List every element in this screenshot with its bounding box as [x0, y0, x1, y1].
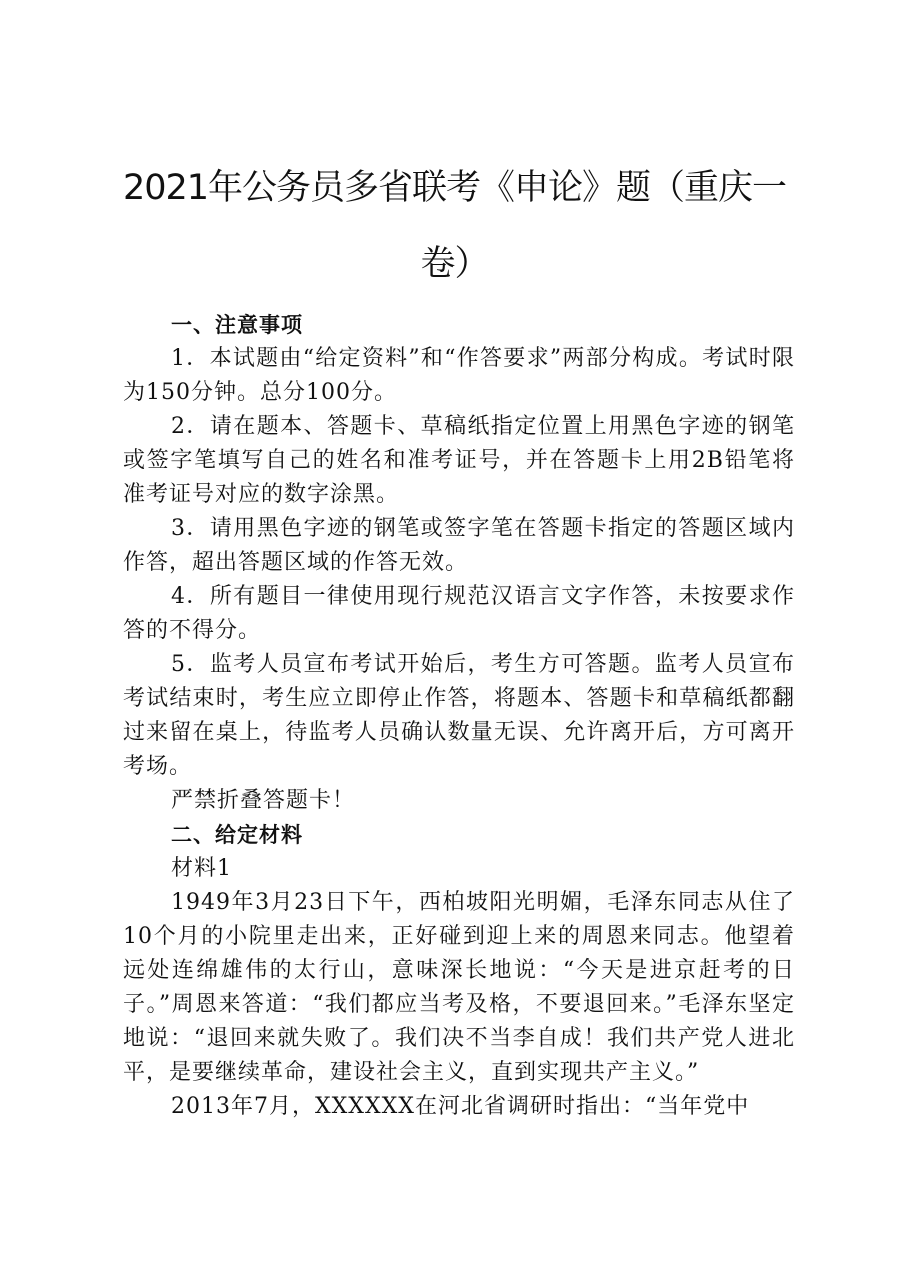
material-paragraph-2: 2013年7月，XXXXXX在河北省调研时指出：“当年党中 [171, 1094, 750, 1119]
notice-item-1: 1．本试题由“给定资料”和“作答要求”两部分构成。考试时限为150分钟。总分100分。 [123, 346, 795, 405]
section-heading-notes: 一、注意事项 [171, 313, 303, 337]
notice-item-5: 5．监考人员宣布考试开始后，考生方可答题。监考人员宣布考试结束时，考生应立即停止作答，将题本、答题卡和草稿纸都翻过来留在桌上，待监考人员确认数量无误、允许离开后，方可离开考场。 [123, 652, 795, 779]
document-title: 2021年公务员多省联考《申论》题（重庆一卷） [122, 168, 787, 284]
notice-item-3: 3．请用黑色字迹的钢笔或签字笔在答题卡指定的答题区域内作答，超出答题区域的作答无效。 [123, 516, 795, 575]
notice-item-4: 4．所有题目一律使用现行规范汉语言文字作答，未按要求作答的不得分。 [123, 584, 795, 643]
document-body [123, 308, 795, 1124]
material-paragraph-1: 1949年3月23日下午，西柏坡阳光明媚，毛泽东同志从住了10个月的小院里走出来，正好碰到迎上来的周恩来同志。他望着远处连绵雄伟的太行山，意味深长地说：“今天是进京赶考的日子。”周恩来答道：“我们都应当考及格，不要退回来。”毛泽东坚定地说：“退回来就失败了。我们决不当李自成！我们共产党人进北平，是要继续革命，建设社会主义，直到实现共产主义。” [123, 890, 795, 1085]
material-label: 材料1 [171, 856, 232, 881]
warning-text: 严禁折叠答题卡！ [171, 788, 356, 813]
section-heading-materials: 二、给定材料 [171, 823, 303, 847]
notice-item-2: 2．请在题本、答题卡、草稿纸指定位置上用黑色字迹的钢笔或签字笔填写自己的姓名和准考证号，并在答题卡上用2B铅笔将准考证号对应的数字涂黑。 [123, 414, 795, 507]
